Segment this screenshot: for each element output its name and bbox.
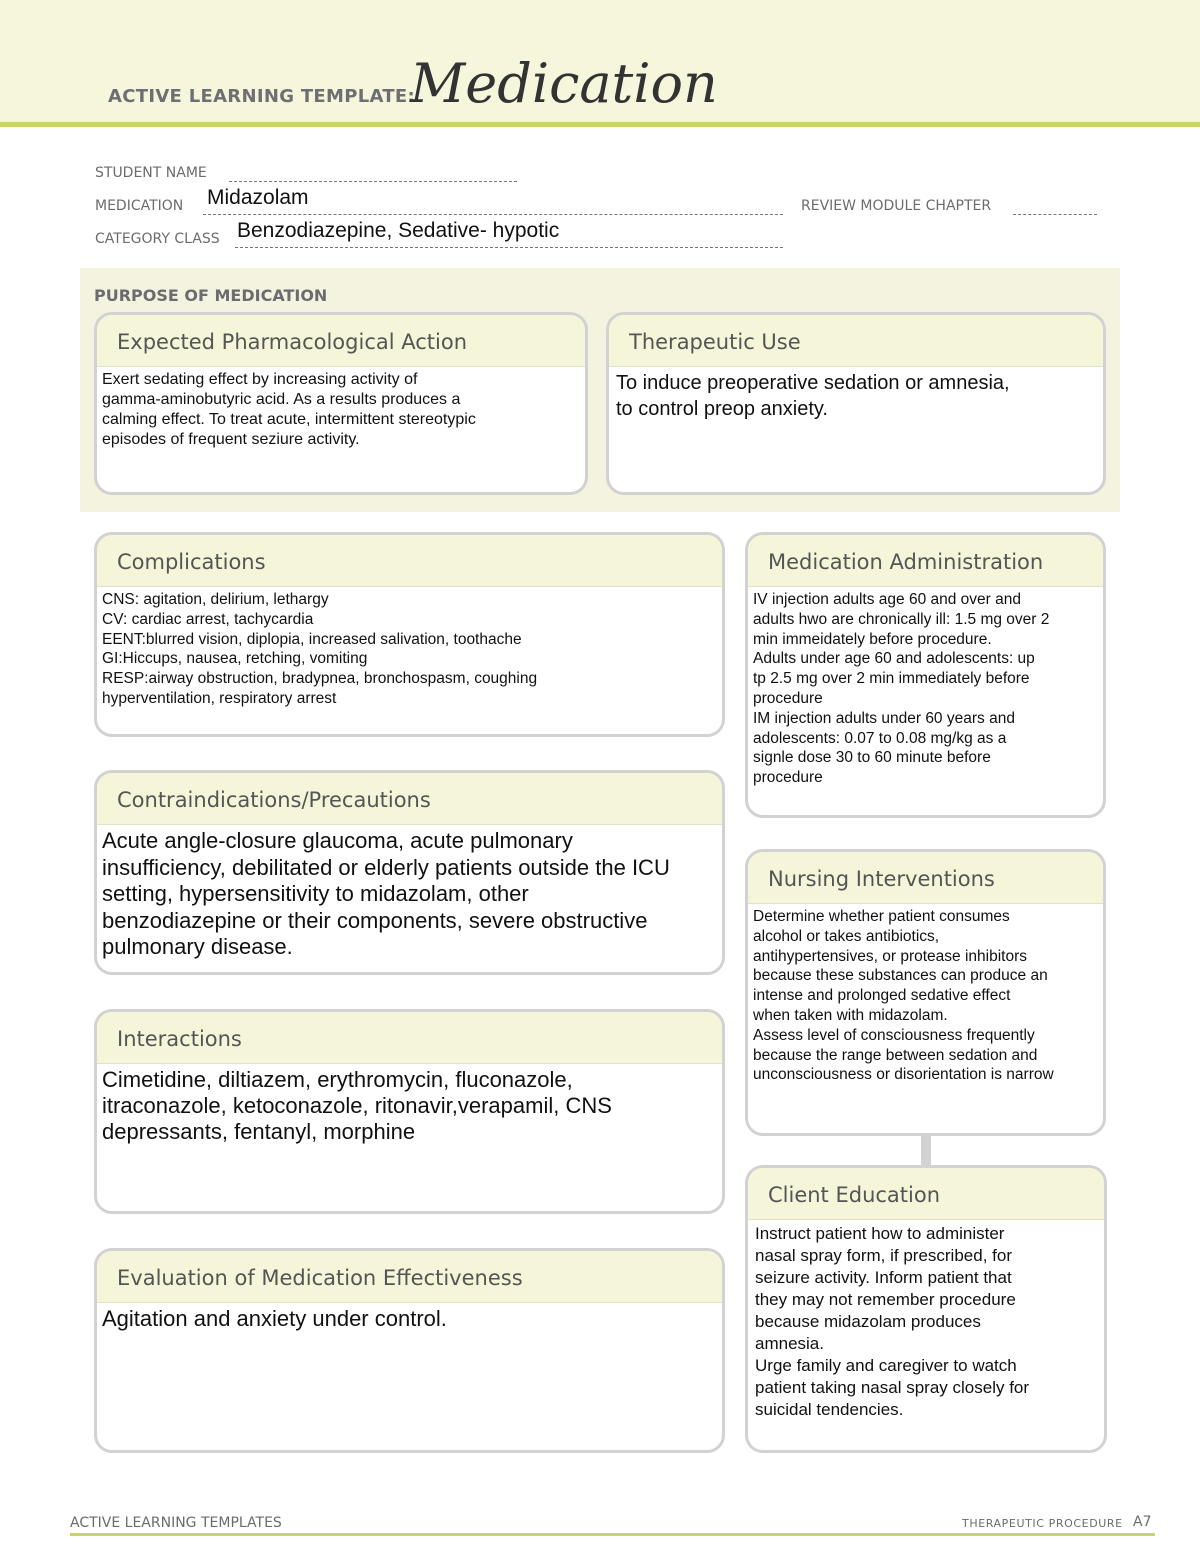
client-education-box — [745, 1165, 1107, 1453]
contraindications-text[interactable]: Acute angle-closure glaucoma, acute pulmonary insufficiency, debilitated or elderly patients outside the ICU setting, hypersensitivity to midazolam, other benzodiazepine or their components, severe obstructive pulmonary disease. — [102, 828, 670, 959]
evaluation-box — [94, 1248, 725, 1453]
student-name-label: STUDENT NAME — [95, 165, 207, 181]
page-title: Medication — [410, 52, 718, 115]
category-class-field[interactable] — [235, 247, 783, 248]
medication-label: MEDICATION — [95, 198, 184, 214]
expected-action-heading: Expected Pharmacological Action — [97, 315, 585, 367]
therapeutic-use-box — [606, 312, 1106, 495]
complications-box — [94, 532, 725, 737]
administration-heading: Medication Administration — [748, 535, 1103, 587]
client-education-heading: Client Education — [748, 1168, 1104, 1220]
interactions-box — [94, 1009, 725, 1214]
medication-value: Midazolam — [207, 186, 309, 209]
footer-right: THERAPEUTIC PROCEDURE — [962, 1517, 1123, 1530]
box-connector — [921, 1134, 931, 1166]
nursing-interventions-heading: Nursing Interventions — [748, 852, 1103, 904]
review-module-label: REVIEW MODULE CHAPTER — [801, 198, 992, 214]
category-class-value: Benzodiazepine, Sedative- hypotic — [237, 219, 560, 242]
nursing-interventions-box — [745, 849, 1106, 1136]
footer-accent-line — [70, 1533, 1155, 1536]
contraindications-heading: Contraindications/Precautions — [97, 773, 722, 825]
nursing-interventions-text[interactable]: Determine whether patient consumes alcohol or takes antibiotics, antihypertensives, or protease inhibitors because these substances can produce an intense and prolonged sedative effect when taken with midazolam. Assess level of consciousness frequently because the range between sedation and unconsciousness or disorientation is narrow — [753, 908, 1054, 1084]
administration-box — [745, 532, 1106, 818]
client-education-text[interactable]: Instruct patient how to administer nasal spray form, if prescribed, for seizure activity. Inform patient that they may not remember procedure because midazolam produces amnesia. Urge family and caregiver to watch patient taking nasal spray closely for suicidal tendencies. — [755, 1224, 1030, 1419]
complications-text[interactable]: CNS: agitation, delirium, lethargy CV: cardiac arrest, tachycardia EENT:blurred vision, diplopia, increased salivation, toothache GI:Hiccups, nausea, retching, vomiting RESP:airway obstruction, bradypnea, bronchospasm, coughing hyperventilation, respiratory arrest — [102, 591, 538, 707]
expected-action-box — [94, 312, 588, 495]
complications-heading: Complications — [97, 535, 722, 587]
purpose-title: PURPOSE OF MEDICATION — [94, 286, 328, 305]
medication-field[interactable] — [203, 214, 783, 215]
category-class-label: CATEGORY CLASS — [95, 231, 220, 247]
therapeutic-use-text[interactable]: To induce preoperative sedation or amnesia, to control preop anxiety. — [616, 372, 1010, 420]
student-name-field[interactable] — [229, 181, 517, 182]
therapeutic-use-heading: Therapeutic Use — [609, 315, 1103, 367]
evaluation-heading: Evaluation of Medication Effectiveness — [97, 1251, 722, 1303]
interactions-heading: Interactions — [97, 1012, 722, 1064]
administration-text[interactable]: IV injection adults age 60 and over and adults hwo are chronically ill: 1.5 mg over 2 min immeidately before procedure. Adults under age 60 and adolescents: up tp 2.5 mg over 2 min immediately before procedure IM injection adults under 60 years and adolescents: 0.07 to 0.08 mg/kg as a signle dose 30 to 60 minute before procedure — [753, 591, 1050, 787]
template-label: ACTIVE LEARNING TEMPLATE: — [108, 86, 415, 107]
expected-action-text[interactable]: Exert sedating effect by increasing activity of gamma-aminobutyric acid. As a results produces a calming effect. To treat acute, intermittent stereotypic episodes of frequent seziure activity. — [102, 371, 476, 448]
header-accent-line — [0, 122, 1200, 127]
footer-left: ACTIVE LEARNING TEMPLATES — [70, 1515, 282, 1531]
contraindications-box — [94, 770, 725, 975]
review-module-field[interactable] — [1013, 214, 1097, 215]
evaluation-text[interactable]: Agitation and anxiety under control. — [102, 1306, 447, 1331]
page-number: A7 — [1133, 1514, 1152, 1530]
interactions-text[interactable]: Cimetidine, diltiazem, erythromycin, fluconazole, itraconazole, ketoconazole, ritonavir,verapamil, CNS depressants, fentanyl, morphine — [102, 1067, 612, 1144]
